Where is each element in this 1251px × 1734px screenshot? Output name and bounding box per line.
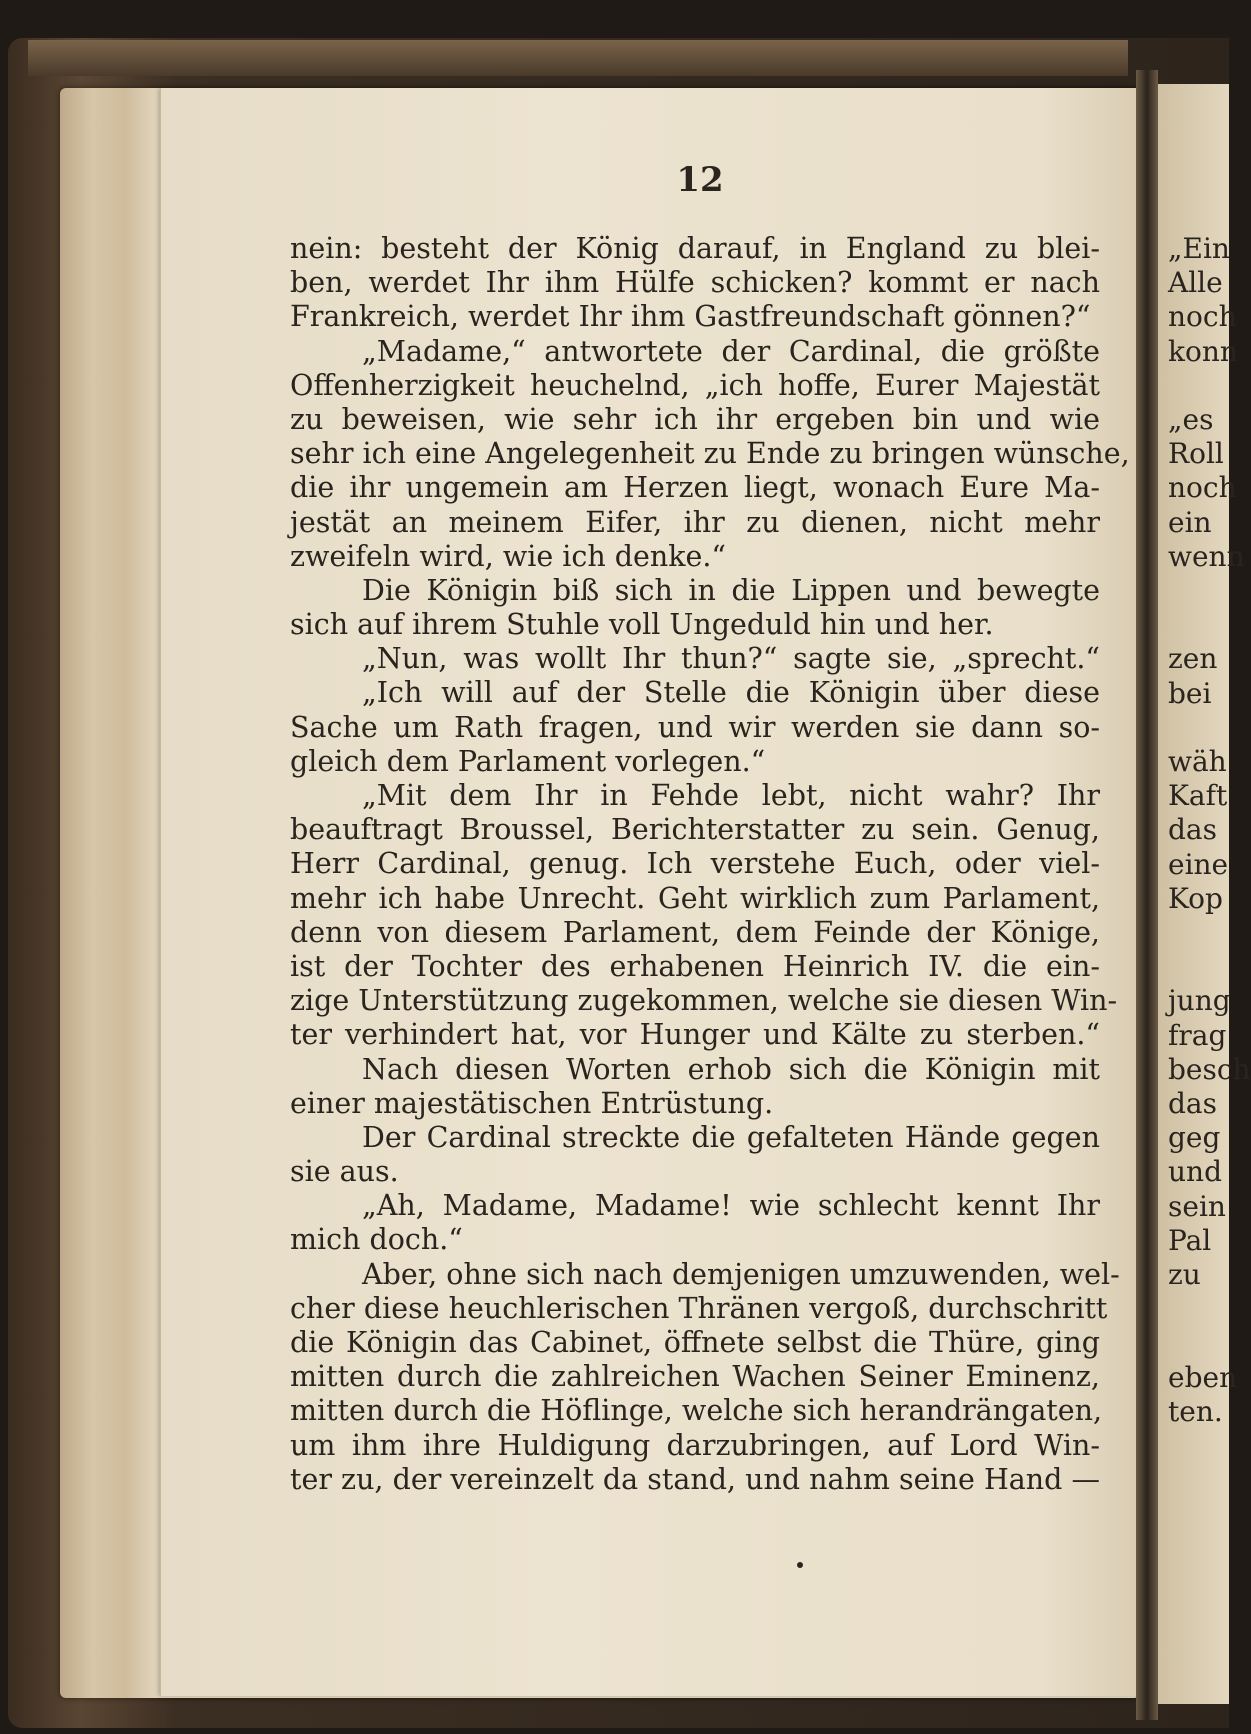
text-line: Nach diesen Worten erhob sich die Königin mit [362,1052,1100,1086]
text-line: cher diese heuchlerischen Thränen vergoß, durchschritt [290,1291,1108,1325]
page-text [290,232,1130,1497]
next-page-fragment: zen [1168,642,1218,676]
next-page-fragment: sein [1168,1189,1226,1223]
next-page-fragment: frag [1168,1018,1227,1052]
next-page-fragment: eben [1168,1360,1238,1394]
printer-mark [797,1562,803,1568]
book-gutter [1136,70,1158,1720]
next-page-fragment: jung [1168,984,1231,1018]
text-line: sich auf ihrem Stuhle voll Ungeduld hin und her. [290,608,994,642]
text-line: die Königin das Cabinet, öffnete selbst die Thüre, ging [290,1326,1100,1359]
next-page-fragment: Kaft [1168,779,1228,813]
next-page-fragment: zu [1168,1258,1201,1291]
text-line: ist der Tochter des erhabenen Heinrich IV. die ein- [290,949,1100,983]
text-line: „Ich will auf der Stelle die Königin über diese [362,676,1100,710]
next-page-fragment: besch [1168,1052,1251,1086]
text-line: gleich dem Parlament vorlegen.“ [290,744,766,778]
next-page-fragment: „es [1168,403,1214,436]
next-page-fragment: Pal [1168,1223,1212,1257]
text-line: Die Königin biß sich in die Lippen und bewegte [362,573,1100,607]
text-line: „Madame,“ antwortete der Cardinal, die größte [362,334,1100,368]
text-line: zige Unterstützung zugekommen, welche sie diesen Win- [290,984,1118,1018]
text-line: mitten durch die Höflinge, welche sich herandrängaten, [290,1394,1103,1428]
next-page-fragment: geg [1168,1121,1221,1155]
text-line: ter verhindert hat, vor Hunger und Kälte zu sterben.“ [290,1018,1100,1052]
next-page-fragment: ten. [1168,1394,1223,1428]
text-line: zweifeln wird, wie ich denke.“ [290,539,726,573]
next-page-edge [1158,84,1251,1704]
text-line: Sache um Rath fragen, und wir werden sie dann so- [290,710,1100,744]
next-page-fragment: Alle [1168,266,1223,300]
next-page-fragment: wäh [1168,745,1227,778]
next-page-fragment: „Ein [1168,232,1230,265]
text-line: sie aus. [290,1155,399,1189]
next-page-fragment: Roll [1168,437,1224,471]
next-page-fragment: bei [1168,676,1212,710]
next-page-fragment: das [1168,813,1217,847]
next-page-fragment: ein [1168,505,1212,539]
text-line: Offenherzigkeit heuchelnd, „ich hoffe, Eurer Majestät [290,368,1100,402]
next-page-fragment: wenn [1168,539,1245,573]
text-line: sehr ich eine Angelegenheit zu Ende zu bringen wünsche, [290,437,1130,471]
text-line: zu beweisen, wie sehr ich ihr ergeben bin und wie [290,402,1100,436]
text-line: mehr ich habe Unrecht. Geht wirklich zum Parlament, [290,881,1100,915]
text-line: ben, werdet Ihr ihm Hülfe schicken? kommt er nach [290,266,1100,300]
text-line: mitten durch die zahlreichen Wachen Seiner Eminenz, [290,1360,1100,1394]
page-number: 12 [676,160,724,200]
next-page-fragment: noch [1168,300,1237,334]
text-line: ter zu, der vereinzelt da stand, und nahm seine Hand — [290,1462,1100,1496]
next-page-fragment: und [1168,1155,1222,1189]
text-line: um ihm ihre Huldigung darzubringen, auf Lord Win- [290,1428,1100,1462]
text-line: nein: besteht der König darauf, in England zu blei- [290,232,1100,265]
next-page-fragment: noch [1168,471,1237,505]
text-line: Frankreich, werdet Ihr ihm Gastfreundschaft gönnen?“ [290,300,1091,334]
text-line: Der Cardinal streckte die gefalteten Hände gegen [362,1120,1100,1154]
text-line: einer majestätischen Entrüstung. [290,1086,774,1120]
next-page-fragment: Kop [1168,881,1223,915]
text-line: beauftragt Broussel, Berichterstatter zu sein. Genug, [290,813,1100,847]
text-line: „Nun, was wollt Ihr thun?“ sagte sie, „sprecht.“ [362,642,1100,676]
text-line: jestät an meinem Eifer, ihr zu dienen, nicht mehr [290,505,1100,539]
text-line: „Mit dem Ihr in Fehde lebt, nicht wahr? Ihr [362,779,1100,812]
text-line: mich doch.“ [290,1223,463,1257]
next-page-fragment: eine [1168,847,1229,881]
next-page-fragment: das [1168,1087,1217,1120]
text-line: „Ah, Madame, Madame! wie schlecht kennt Ihr [362,1189,1100,1223]
text-line: denn von diesem Parlament, dem Feinde der Könige, [290,915,1100,949]
text-line: Aber, ohne sich nach demjenigen umzuwenden, wel- [362,1257,1120,1291]
cover-top-edge [28,40,1128,76]
next-page-fragment: konn [1168,334,1238,368]
text-line: Herr Cardinal, genug. Ich verstehe Euch, oder viel- [290,847,1100,881]
text-line: die ihr ungemein am Herzen liegt, wonach Eure Ma- [290,471,1100,505]
